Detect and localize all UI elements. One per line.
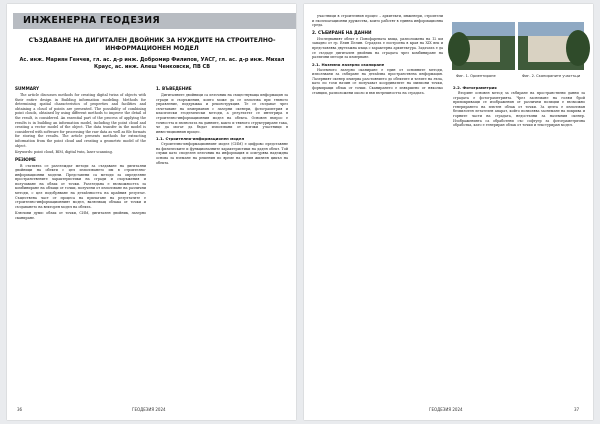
resume-text: В статията се разглеждат методи за създаване на дигитални двойници на обекти с цел използването им в строително-информационни модели. Представени са методи за определяне пространствените характеристики на сгради и съоръжения и получаване на облак от точки. Разгледана е възможността за комбиниране на облаци от точки, получени от използване на различни методи, с цел подобряване на детайлността на крайния резултат. Съществена част от процеса на прилагане на резултатите е строително-информационният модел, включващ облака от точки и създаването на векторен модел на обекта.	[15, 163, 146, 209]
right-page-column-1	[312, 14, 443, 402]
left-page	[7, 4, 296, 420]
article-authors: Ас. инж. Мариян Генчев, гл. ас. д-р инж. Добромир Филипов, УАСГ, гл. ас. д-р инж. Михал Краус, ас. инж. Алеш Ченковски, ПВ СВ	[19, 57, 285, 70]
right-page-column-2	[453, 84, 585, 402]
section2-heading: 2. СЪБИРАНЕ НА ДАННИ	[312, 29, 372, 35]
right-page	[304, 4, 593, 420]
page-number-right: 37	[574, 407, 580, 412]
journal-footer-right: ГЕОДЕЗИЯ 2024	[429, 407, 463, 412]
subsection21-heading: 2.1. Наземно лазерно сканиране	[312, 61, 385, 67]
intro-continuation: участници в строителния процес – архитекти, инженери, строители и експлоатационни дружества, които работят в единна информационна среда.	[312, 14, 443, 28]
figure-1-tree	[448, 32, 470, 66]
page-number-left: 36	[17, 407, 23, 412]
figure-2-tree	[566, 30, 590, 66]
resume-heading: РЕЗЮМЕ	[15, 156, 36, 162]
section2-text: Изследваният обект е Понофаревата къща, разположена на 12 км западно от гр. Елин Пелин. Сградата е построена в края на XIX век и представлява двуетажна къща с характерна архитектура. Задачата е да се създаде дигитален двойник на сградата чрез комбиниране на различни методи за измерване.	[312, 36, 443, 60]
summary-heading: SUMMARY	[15, 86, 40, 91]
keywords-bg: Ключови думи: облак от точки, СИМ, дигитален двойник, лазерно сканиране.	[15, 211, 146, 220]
intro-text: Дигиталните двойници са източник на съществуваща информация за сгради и съоръжения, които може да се използва при тяхното управление, поддръжка и реконструкция. Те се създават чрез съчетаване на измервания с лазерни скенери, фотограметрия и класически геодезически методи, а резултатът се интегрира в строително-информационния модел на обекта. Основен въпрос е точността и пълнотата на данните, както и тяхното структуриране така, че да могат да бъдат използвани от всички участници в инвестиционния процес.	[156, 93, 288, 134]
subsection21-text: Наземното лазерно сканиране е един от основните методи, използвани за събиране на детайлна пространствена информация. Лазерният скенер измерва разстоянието до обектите и ъглите на лъча, като по този начин се получават координатите на милиони точки, формиращи облак от точки. Сканирането е извършено от няколко станции, разположени около и във вътрешността на сградата.	[312, 67, 443, 95]
left-page-column-1	[15, 84, 146, 402]
keywords-en: Keywords: point cloud, BIM, digital twin, laser scanning.	[15, 149, 113, 154]
section-banner-label: ИНЖЕНЕРНА ГЕОДЕЗИЯ	[23, 15, 161, 26]
subsection22-heading: 2.2. Фотограметрия	[453, 85, 497, 90]
subsection-text: Строително-информационният модел (СИМ) е цифрово представяне на физическите и функционалните характеристики на даден обект. Той служи като споделен източник на информация и осигурява надеждна основа за вземане на решения по време на целия жизнен цикъл на обекта.	[156, 142, 288, 165]
journal-footer-left: ГЕОДЕЗИЯ 2024	[132, 407, 166, 412]
subsection22-text: Вторият основен метод за събиране на пространствени данни за сградата е фотограметрията. Чрез заснемане на голям брой припокриващи се изображения от различни позиции е възможно генерирането на плътен облак от точки. За целта е използван безпилотен летателен апарат, който позволява заснемане на покрива и горните части на сградата, недостъпни за наземния скенер. Изображенията са обработени със софтуер за фотограметрична обработка, като е генериран облак от точки и текстуриран модел.	[453, 91, 585, 128]
figure-1-building	[466, 40, 500, 62]
intro-heading: 1. ВЪВЕДЕНИЕ	[156, 86, 192, 91]
left-page-column-2	[156, 84, 288, 402]
figure-1-caption: Фиг. 1. Ориентиране	[456, 74, 496, 78]
section-banner	[13, 13, 296, 29]
article-title: СЪЗДАВАНЕ НА ДИГИТАЛЕН ДВОЙНИК ЗА НУЖДИТЕ НА СТРОИТЕЛНО-ИНФОРМАЦИОНЕН МОДЕЛ	[28, 37, 276, 52]
summary-text: The article discusses methods for creating digital twins of objects with their entire design in Building information modeling. Methods for determining spatial characteristics of properties and facilities and obtaining a cloud of points are presented. The possibility of combining point clouds, obtained by using different methods to improve the detail of the result, is considered. An essential part of the process of applying the results is in building an information model, including the point cloud and creating a vector model of the object. The data transfer in the model is considered with software for processing the raw data as well as file formats for storing the results. The article presents methods for extracting information from the point cloud and creating a geometric model of the object.	[15, 93, 146, 148]
figure-1-photo	[452, 22, 515, 70]
figure-2-caption: Фиг. 2. Сканираните участъци	[522, 74, 581, 78]
subsection-heading: 1.1. Строително-информационен модел	[156, 136, 245, 142]
figure-2-photo	[518, 22, 584, 70]
